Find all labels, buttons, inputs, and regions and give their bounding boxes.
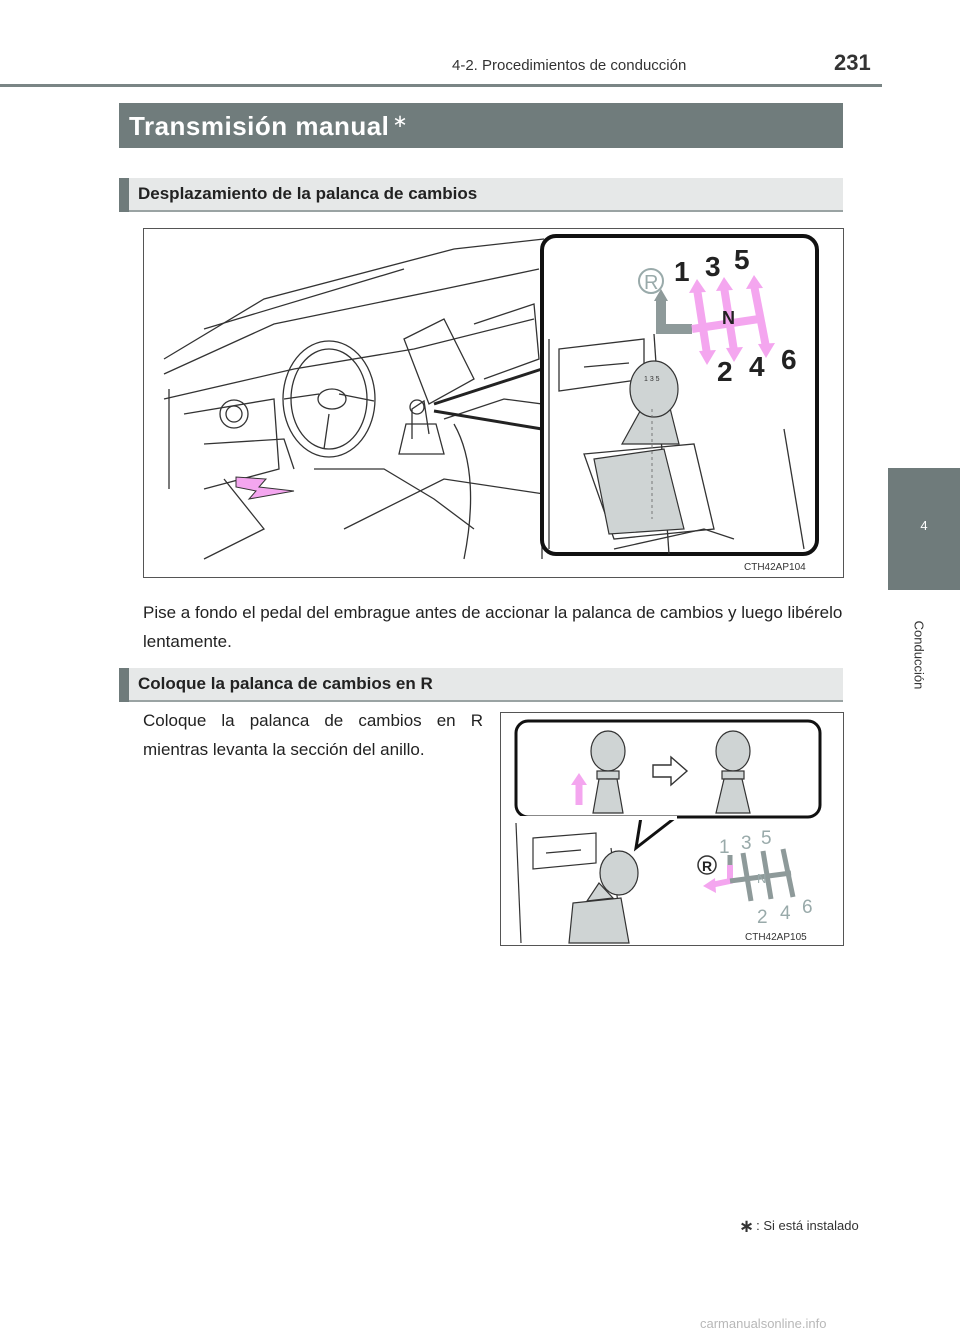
side-tab	[882, 0, 960, 1335]
shift-label-r: R	[644, 272, 659, 294]
shift-label-2: 2	[717, 356, 733, 387]
rev-label-4: 4	[780, 903, 791, 924]
page-number: 231	[834, 50, 871, 75]
rev-label-3: 3	[741, 833, 752, 854]
page-title-bar	[119, 103, 843, 148]
watermark[interactable]: carmanualsonline.info	[700, 1316, 827, 1331]
section-heading-shift: Desplazamiento de la palanca de cambios	[119, 178, 843, 212]
shift-label-3: 3	[705, 251, 721, 282]
paragraph-clutch: Pise a fondo el pedal del embrague antes de accionar la palanca de cambios y luego libérelo lentamente.	[143, 603, 843, 651]
paragraph-reverse: Coloque la palanca de cambios en R mientras levanta la sección del anillo.	[143, 711, 483, 759]
shift-label-4: 4	[749, 351, 765, 382]
figure-reverse	[500, 712, 844, 946]
shift-label-n: N	[722, 308, 735, 328]
figure-shift-pattern	[143, 228, 844, 578]
chapter-tab[interactable]	[888, 468, 960, 590]
asterisk-marker: ∗	[739, 1216, 755, 1236]
rev-label-1: 1	[719, 837, 730, 858]
rev-label-5: 5	[761, 828, 772, 849]
rev-label-n: N	[757, 871, 767, 886]
svg-text:1 3 5: 1 3 5	[644, 376, 660, 383]
section-heading-reverse: Coloque la palanca de cambios en R	[119, 668, 843, 702]
reverse-illustration	[501, 713, 843, 945]
rev-label-6: 6	[802, 897, 813, 918]
rev-label-2: 2	[757, 907, 768, 928]
asterisk-marker: ∗	[392, 111, 408, 131]
rev-label-r: R	[702, 858, 713, 874]
shift-label-1: 1	[674, 256, 690, 287]
cockpit-illustration	[144, 229, 843, 577]
chapter-label: Conducción	[911, 620, 927, 690]
header-rule	[0, 84, 882, 87]
page-title: Transmisión manual ∗	[129, 111, 408, 141]
figure-code: CTH42AP105	[745, 932, 807, 943]
shift-label-6: 6	[781, 344, 797, 375]
shift-label-5: 5	[734, 244, 750, 275]
footnote: ∗ : Si está instalado	[739, 1216, 859, 1236]
figure-code: CTH42AP104	[744, 562, 806, 573]
chapter-number: 4	[920, 518, 928, 533]
header-section: 4-2. Procedimientos de conducción	[452, 57, 687, 74]
